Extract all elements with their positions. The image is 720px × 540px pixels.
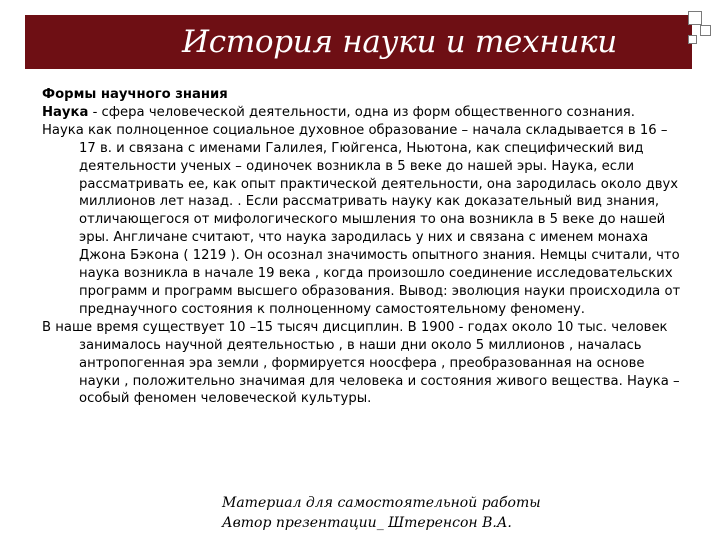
modern-paragraph: В наше время существует 10 –15 тысяч дисциплин. В 1900 - годах около 10 тыс. человек занималось научной деятельностью , в наши дни около 5 миллионов , началась антропогенная эра земли , формируется ноосфера , преобразованная на основе науки , положительно значимая для человека и состояния живого вещества. Наука – особый феномен человеческой культуры.: [42, 319, 680, 407]
history-paragraph: Наука как полноценное социальное духовное образование – начала складывается в 16 – 17 в. и связана с именами Галилея, Гюйгенса, Ньютона, как специфический вид деятельности ученых – одиночек возникла в 5 веке до нашей эры. Наука, если рассматривать ее, как опыт практической деятельности, она зародилась около двух миллионов лет назад. . Если рассматривать науку как доказательный вид знания, отличающегося от мифологического мышления то она возникла в 5 веке до нашей эры. Англичане считают, что наука зародилась у них и связана с именем монаха Джона Бэкона ( 1219 ). Он осознал значимость опытного знания. Немцы считали, что наука возникла в начале 19 века , когда произошло соединение исследовательских программ и программ высшего образования. Вывод: эволюция науки происходила от преднаучного состояния к полноценному самостоятельному феномену.: [42, 122, 681, 317]
decorative-square: [700, 25, 711, 36]
decorative-square: [688, 11, 702, 25]
definition-text: - сфера человеческой деятельности, одна из форм общественного сознания.: [88, 104, 635, 120]
slide-title: История науки и техники: [182, 24, 617, 60]
definition-term: Наука: [42, 104, 89, 120]
footer: [222, 493, 541, 533]
decorative-square: [688, 35, 697, 44]
footer-line-author: Автор презентации_ Штеренсон В.А.: [222, 515, 512, 531]
footer-line-material: Материал для самостоятельной работы: [222, 495, 541, 511]
slide-body: [42, 86, 682, 408]
definition-paragraph: [42, 104, 682, 122]
section-heading: Формы научного знания: [42, 87, 228, 102]
